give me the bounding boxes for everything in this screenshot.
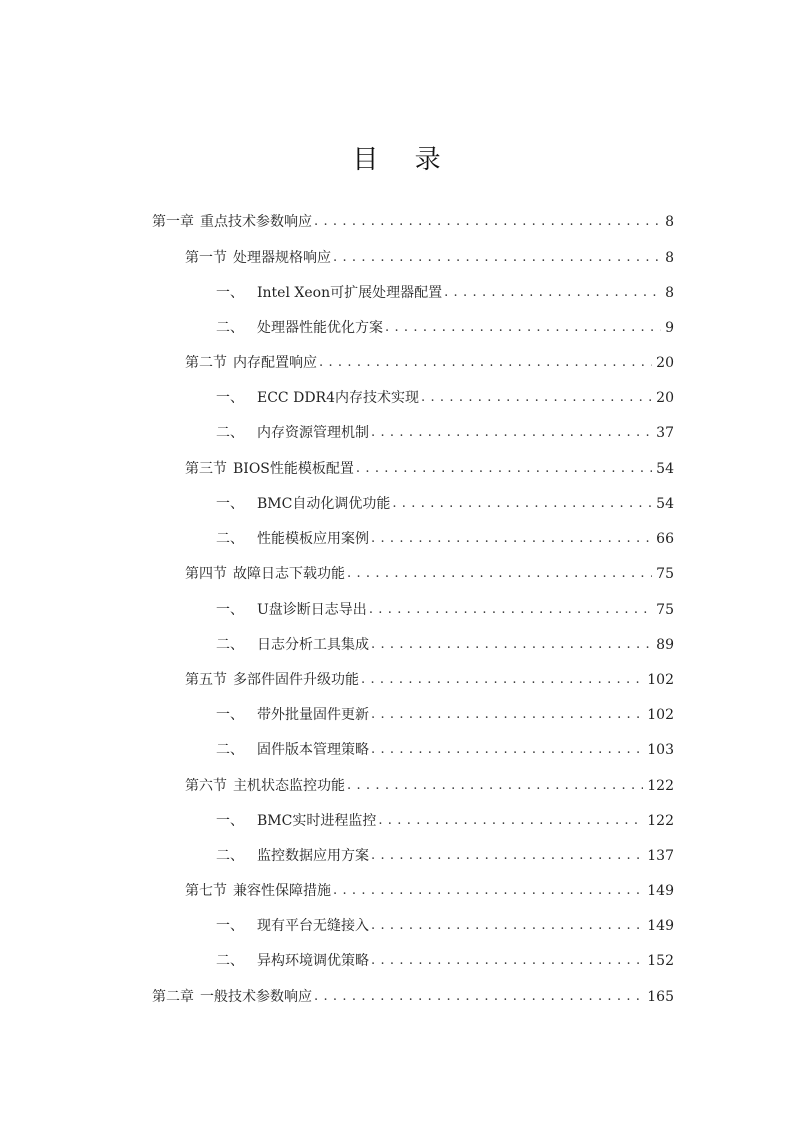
toc-entry-subsection[interactable] bbox=[216, 838, 674, 874]
toc-entry-subsection[interactable] bbox=[216, 275, 674, 311]
toc-entry-title: 固件版本管理策略 bbox=[257, 742, 369, 758]
toc-entry-page: 20 bbox=[656, 355, 674, 371]
toc-entry-number: 第七节 bbox=[185, 883, 227, 899]
toc-entry-title: BMC自动化调优功能 bbox=[257, 496, 391, 512]
toc-entry-title: ECC DDR4内存技术实现 bbox=[257, 390, 419, 406]
toc-entry-subsection[interactable] bbox=[216, 486, 674, 522]
toc-entry-subsection[interactable] bbox=[216, 732, 674, 768]
dot-leader bbox=[371, 943, 643, 979]
toc-entry-title: 异构环境调优策略 bbox=[257, 953, 369, 969]
toc-entry-page: 152 bbox=[647, 953, 674, 969]
dot-leader bbox=[333, 873, 643, 909]
toc-entry-subsection[interactable] bbox=[216, 380, 674, 416]
toc-entry-title: 处理器规格响应 bbox=[233, 250, 331, 266]
toc-entry-title: 监控数据应用方案 bbox=[257, 848, 369, 864]
toc-entry-number: 一、 bbox=[216, 813, 244, 829]
dot-leader bbox=[371, 697, 643, 733]
dot-leader bbox=[314, 979, 643, 1015]
toc-entry-number: 二、 bbox=[216, 848, 244, 864]
toc-entry-number: 一、 bbox=[216, 496, 244, 512]
dot-leader bbox=[385, 310, 661, 346]
dot-leader bbox=[314, 204, 661, 240]
toc-entry-subsection[interactable] bbox=[216, 697, 674, 733]
toc-entry-section-1-2[interactable] bbox=[185, 345, 674, 381]
toc-entry-title: 主机状态监控功能 bbox=[233, 778, 345, 794]
toc-entry-page: 102 bbox=[647, 707, 674, 723]
toc-entry-section-1-5[interactable] bbox=[185, 662, 674, 698]
toc-entry-subsection[interactable] bbox=[216, 592, 674, 628]
dot-leader bbox=[371, 732, 643, 768]
toc-entry-number: 第二章 bbox=[152, 989, 194, 1005]
toc-entry-subsection[interactable] bbox=[216, 943, 674, 979]
dot-leader bbox=[392, 486, 652, 522]
toc-entry-number: 二、 bbox=[216, 320, 244, 336]
dot-leader bbox=[356, 451, 652, 487]
toc-entry-number: 第五节 bbox=[185, 672, 227, 688]
toc-entry-number: 第四节 bbox=[185, 566, 227, 582]
dot-leader bbox=[371, 415, 652, 451]
toc-entry-page: 149 bbox=[647, 883, 674, 899]
dot-leader bbox=[371, 908, 643, 944]
dot-leader bbox=[347, 768, 643, 804]
toc-entry-title: U盘诊断日志导出 bbox=[257, 602, 367, 618]
toc-entry-page: 165 bbox=[647, 989, 674, 1005]
toc-entry-page: 54 bbox=[656, 496, 674, 512]
toc-entry-section-1-1[interactable] bbox=[185, 240, 674, 276]
toc-entry-page: 75 bbox=[656, 566, 674, 582]
toc-entry-title: 多部件固件升级功能 bbox=[233, 672, 359, 688]
toc-entry-page: 37 bbox=[656, 425, 674, 441]
dot-leader bbox=[369, 592, 652, 628]
toc-entry-title: 日志分析工具集成 bbox=[257, 637, 369, 653]
toc-entry-title: 内存配置响应 bbox=[233, 355, 317, 371]
toc-entry-title: 重点技术参数响应 bbox=[200, 214, 312, 230]
toc-entry-title: BIOS性能模板配置 bbox=[233, 461, 354, 477]
toc-entry-title: 带外批量固件更新 bbox=[257, 707, 369, 723]
toc-entry-number: 第一节 bbox=[185, 250, 227, 266]
toc-entry-chapter-2[interactable] bbox=[152, 979, 674, 1015]
toc-entry-page: 122 bbox=[647, 813, 674, 829]
toc-entry-page: 8 bbox=[665, 250, 674, 266]
dot-leader bbox=[333, 240, 661, 276]
toc-entry-number: 二、 bbox=[216, 425, 244, 441]
toc-entry-title: 一般技术参数响应 bbox=[200, 989, 312, 1005]
toc-entry-page: 66 bbox=[656, 531, 674, 547]
toc-entry-page: 149 bbox=[647, 918, 674, 934]
dot-leader bbox=[371, 838, 643, 874]
toc-entry-title: 内存资源管理机制 bbox=[257, 425, 369, 441]
dot-leader bbox=[319, 345, 652, 381]
toc-entry-subsection[interactable] bbox=[216, 521, 674, 557]
toc-entry-number: 一、 bbox=[216, 918, 244, 934]
toc-entry-section-1-4[interactable] bbox=[185, 556, 674, 592]
page-title: 目 录 bbox=[352, 145, 455, 175]
toc-entry-page: 75 bbox=[656, 602, 674, 618]
toc-entry-title: 性能模板应用案例 bbox=[257, 531, 369, 547]
toc-entry-subsection[interactable] bbox=[216, 908, 674, 944]
toc-entry-title: 现有平台无缝接入 bbox=[257, 918, 369, 934]
toc-entry-number: 一、 bbox=[216, 707, 244, 723]
toc-entry-number: 一、 bbox=[216, 390, 244, 406]
dot-leader bbox=[371, 521, 652, 557]
toc-entry-number: 第一章 bbox=[152, 214, 194, 230]
toc-entry-number: 二、 bbox=[216, 637, 244, 653]
toc-entry-page: 103 bbox=[647, 742, 674, 758]
toc-entry-page: 137 bbox=[647, 848, 674, 864]
toc-entry-number: 二、 bbox=[216, 742, 244, 758]
toc-entry-page: 9 bbox=[665, 320, 674, 336]
dot-leader bbox=[347, 556, 652, 592]
toc-entry-page: 122 bbox=[647, 778, 674, 794]
toc-entry-page: 54 bbox=[656, 461, 674, 477]
toc-entry-subsection[interactable] bbox=[216, 310, 674, 346]
toc-entry-section-1-6[interactable] bbox=[185, 768, 674, 804]
dot-leader bbox=[421, 380, 652, 416]
toc-entry-subsection[interactable] bbox=[216, 415, 674, 451]
dot-leader bbox=[371, 627, 652, 663]
toc-entry-page: 102 bbox=[647, 672, 674, 688]
toc-entry-number: 二、 bbox=[216, 953, 244, 969]
toc-entry-page: 8 bbox=[665, 285, 674, 301]
toc-entry-title: 兼容性保障措施 bbox=[233, 883, 331, 899]
dot-leader bbox=[378, 803, 643, 839]
toc-entry-number: 二、 bbox=[216, 531, 244, 547]
toc-entry-number: 一、 bbox=[216, 602, 244, 618]
toc-entry-number: 第六节 bbox=[185, 778, 227, 794]
toc-entry-title: 处理器性能优化方案 bbox=[257, 320, 383, 336]
toc-entry-page: 20 bbox=[656, 390, 674, 406]
dot-leader bbox=[444, 275, 661, 311]
dot-leader bbox=[361, 662, 643, 698]
toc-entry-subsection[interactable] bbox=[216, 627, 674, 663]
toc-entry-number: 一、 bbox=[216, 285, 244, 301]
toc-entry-page: 89 bbox=[656, 637, 674, 653]
toc-entry-section-1-7[interactable] bbox=[185, 873, 674, 909]
toc-entry-number: 第二节 bbox=[185, 355, 227, 371]
toc-entry-chapter-1[interactable] bbox=[152, 204, 674, 240]
toc-entry-number: 第三节 bbox=[185, 461, 227, 477]
toc-entry-title: 故障日志下载功能 bbox=[233, 566, 345, 582]
toc-entry-subsection[interactable] bbox=[216, 803, 674, 839]
toc-entry-section-1-3[interactable] bbox=[185, 451, 674, 487]
toc-entry-page: 8 bbox=[665, 214, 674, 230]
toc-entry-title: BMC实时进程监控 bbox=[257, 813, 377, 829]
toc-entry-title: Intel Xeon可扩展处理器配置 bbox=[257, 285, 443, 301]
